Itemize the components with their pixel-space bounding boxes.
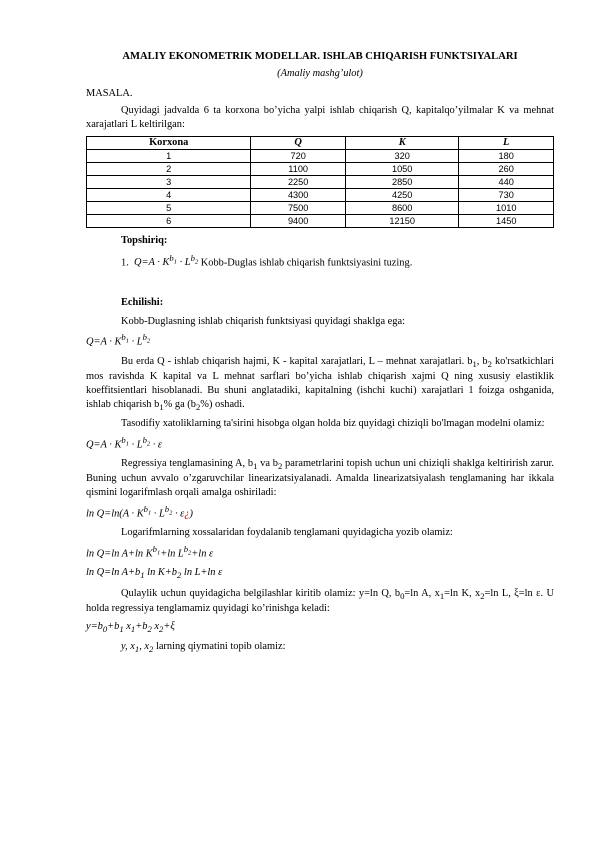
paragraph-6: Qulaylik uchun quyidagicha belgilashlar kiritib olamiz: y=ln Q, $b_0=\ln$ A, $x_1=\ln$ K, $x_2=\ln$ L, ξ=ln ε. U holda regressiya tenglamamiz quyidagi ko’rinishga keladi: [86,587,554,615]
task-1 [121,253,554,270]
equation-5: ln Q=ln $A+b_1$ $\ln K+b_2$ ln L+ln ε [86,567,223,581]
equation-6: $y=b_0+b_1$ $x_1+b_2$ $x_2+\xi$ [86,620,175,634]
table-row [87,149,554,162]
table-cell: 320 [345,149,459,162]
table-cell: 1450 [459,214,554,227]
table-cell: 2 [87,162,251,175]
table-cell: 3 [87,175,251,188]
paragraph-4: Regressiya tenglamasining A, $b_1$ va $b_2$ parametrlarini topish uchun uni chiziqli shaklga keltirirish zarur. Buning uchun avvalo o’zgaruvchilar linearizatsiyalanadi. Amalda linearizatsiyalash tenglamaning har ikkala qismini logarifmlash orqali amalga oshiriladi: [86,457,555,499]
table-row [87,162,554,175]
table-cell: 6 [87,214,251,227]
header-l: L [459,136,554,149]
table-cell: 440 [459,175,554,188]
intro-paragraph: Quyidagi jadvalda 6 ta korxona bo’yicha yalpi ishlab chiqarish Q, kapitalqo’yilmalar K va mehnat xarajatlari L keltirilgan: [86,105,554,131]
paragraph-5: Logarifmlarning xossalaridan foydalanib tenglamani quyidagicha yozib olamiz: [121,527,453,539]
table-cell: 4250 [345,188,459,201]
echilishi-heading: Echilishi: [121,296,164,308]
table-cell: 5 [87,201,251,214]
paragraph-2: Bu erda Q - ishlab chiqarish hajmi, K - kapital xarajatlari, L – mehnat xarajatlari. $b_1$, $b_2$ ko'rsatkichlari mos ravishda K kapital va L mehnat sarflari bo’yicha ishlab chiqarish xajmi Q ning xususiy elastiklik koeffitsientlari hisoblanadi. Bu shuni anglatadiki, kapitalning (ishchi kuchi) xarajatlari 1 foizga oshganida, ishlab chiqarish $b_1\%$ ga $(b_2\%)$ oshadi. [86,355,554,412]
table-cell: 1100 [251,162,346,175]
table-header-row [87,136,554,149]
document-subtitle: (Amaliy mashg’ulot) [277,67,363,79]
table-row [87,201,554,214]
data-table [86,136,554,228]
table-row [87,175,554,188]
table-cell: 4300 [251,188,346,201]
table-cell: 2250 [251,175,346,188]
equation-1: $Q=A \cdot K^{b_1} \cdot L^{b_2}$ [86,332,151,348]
equation-2: $Q=A \cdot K^{b_1} \cdot L^{b_2} \cdot \varepsilon$ [86,434,163,451]
table-cell: 7500 [251,201,346,214]
masala-label: MASALA. [86,87,133,99]
document-title: AMALIY EKONOMETRIK MODELLAR. ISHLAB CHIQARISH FUNKTSIYALARI [122,51,518,62]
header-k: K [345,136,459,149]
table-row [87,188,554,201]
table-cell: 730 [459,188,554,201]
table-cell: 260 [459,162,554,175]
table-row [87,214,554,227]
task-1-text: Kobb-Duglas ishlab chiqarish funktsiyasini tuzing. [200,257,413,269]
paragraph-3: Tasodifiy xatoliklarning ta'sirini hisobga olgan holda biz quyidagi chiziqli bo'lmagan modelni olamiz: [121,418,545,430]
table-cell: 1 [87,149,251,162]
paragraph-7 [86,640,554,656]
table-cell: 1010 [459,201,554,214]
equation-3: $\ln Q=\ln(A \cdot K^{b_1} \cdot L^{b_2}$ · ε¿) [86,503,193,520]
equation-4: ln Q=ln A+ln $K^{b_1}+\ln$ $L^{b_2}+\ln$ ε [86,543,214,560]
task-1-number: 1. [121,257,129,269]
table-cell: 720 [251,149,346,162]
header-korxona: Korxona [87,136,251,149]
header-q: Q [251,136,346,149]
table-cell: 9400 [251,214,346,227]
table-cell: 12150 [345,214,459,227]
table-cell: 8600 [345,201,459,214]
table-cell: 1050 [345,162,459,175]
paragraph-7-vars: y, $x_1$, $x_2$ [121,641,154,655]
table-cell: 4 [87,188,251,201]
table-cell: 2850 [345,175,459,188]
paragraph-1: Kobb-Duglasning ishlab chiqarish funktsiyasi quyidagi shaklga ega: [121,315,405,327]
topshiriq-heading: Topshiriq: [121,234,168,246]
table-cell: 180 [459,149,554,162]
paragraph-7-text: larning qiymatini topib olamiz: [155,641,286,653]
task-1-formula: $Q=A \cdot K^{b_1} \cdot L^{b_2}$ [134,252,199,269]
